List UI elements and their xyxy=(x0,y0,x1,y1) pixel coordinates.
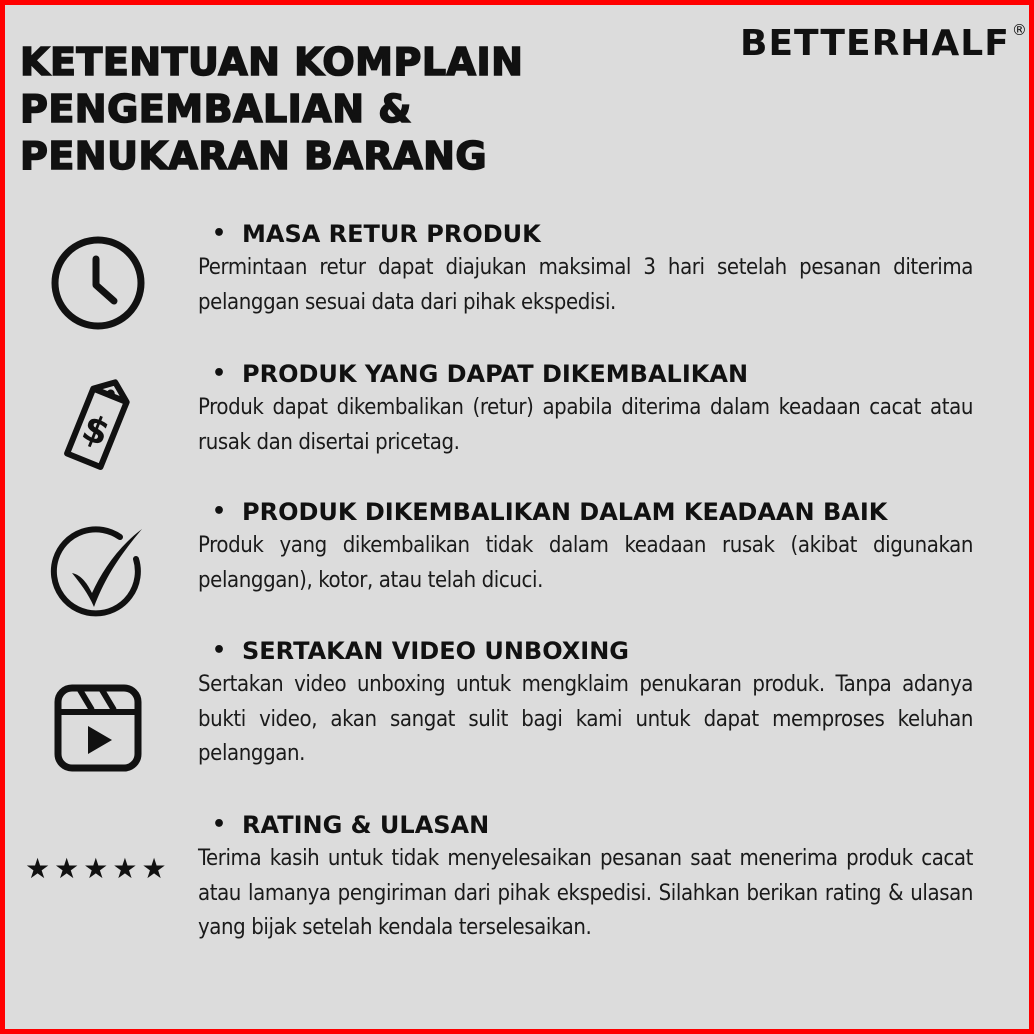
check-circle-icon xyxy=(48,523,148,623)
section-body: Terima kasih untuk tidak menyelesaikan pesanan saat menerima produk cacat atau lamanya pengiriman dari pihak ekspedisi. Silahkan berikan rating & ulasan yang bijak setelah kendala terselesaikan. xyxy=(198,846,973,940)
brand-name: BETTERHALF xyxy=(740,23,1010,64)
section-heading xyxy=(198,495,973,529)
section-heading xyxy=(198,634,973,668)
registered-mark: ® xyxy=(1011,21,1028,39)
star-icon: ★ xyxy=(54,852,80,885)
brand-logo xyxy=(740,21,1028,64)
bullet: • xyxy=(212,812,227,837)
section-heading xyxy=(198,217,973,251)
price-tag-icon xyxy=(48,375,148,475)
section-rating-ulasan xyxy=(198,808,973,946)
section-masa-retur xyxy=(198,217,973,320)
bullet: • xyxy=(212,361,227,386)
section-heading-text: PRODUK YANG DAPAT DIKEMBALIKAN xyxy=(242,360,749,388)
star-icon: ★ xyxy=(83,852,109,885)
section-body: Sertakan video unboxing untuk mengklaim penukaran produk. Tanpa adanya bukti video, akan sangat sulit bagi kami untuk dapat memproses keluhan pelanggan. xyxy=(198,672,973,766)
bullet: • xyxy=(212,499,227,524)
poster-frame xyxy=(5,5,1029,1029)
clock-icon xyxy=(48,233,148,333)
video-clapper-icon xyxy=(48,678,148,778)
five-stars-icon xyxy=(25,852,167,885)
star-icon: ★ xyxy=(25,852,51,885)
svg-text:$: $ xyxy=(76,407,115,455)
section-heading-text: MASA RETUR PRODUK xyxy=(242,220,541,248)
section-body: Produk yang dikembalikan tidak dalam keadaan rusak (akibat digunakan pelanggan), kotor, atau telah dicuci. xyxy=(198,533,973,593)
bullet: • xyxy=(212,221,227,246)
section-heading xyxy=(198,808,973,842)
section-keadaan-baik xyxy=(198,495,973,598)
section-produk-dapat-dikembalikan xyxy=(198,357,973,460)
section-body: Permintaan retur dapat diajukan maksimal 3 hari setelah pesanan diterima pelanggan sesuai data dari pihak ekspedisi. xyxy=(198,255,973,315)
title-line-3: PENUKARAN BARANG xyxy=(20,134,488,178)
star-icon: ★ xyxy=(112,852,138,885)
bullet: • xyxy=(212,638,227,663)
page-title xyxy=(20,39,523,180)
section-body: Produk dapat dikembalikan (retur) apabila diterima dalam keadaan cacat atau rusak dan disertai pricetag. xyxy=(198,395,973,455)
section-video-unboxing xyxy=(198,634,973,772)
section-heading-text: SERTAKAN VIDEO UNBOXING xyxy=(242,637,629,665)
star-icon: ★ xyxy=(141,852,167,885)
section-heading-text: RATING & ULASAN xyxy=(242,811,490,839)
title-line-1: KETENTUAN KOMPLAIN xyxy=(20,40,524,84)
section-heading xyxy=(198,357,973,391)
title-line-2: PENGEMBALIAN & xyxy=(20,87,412,131)
section-heading-text: PRODUK DIKEMBALIKAN DALAM KEADAAN BAIK xyxy=(242,498,888,526)
